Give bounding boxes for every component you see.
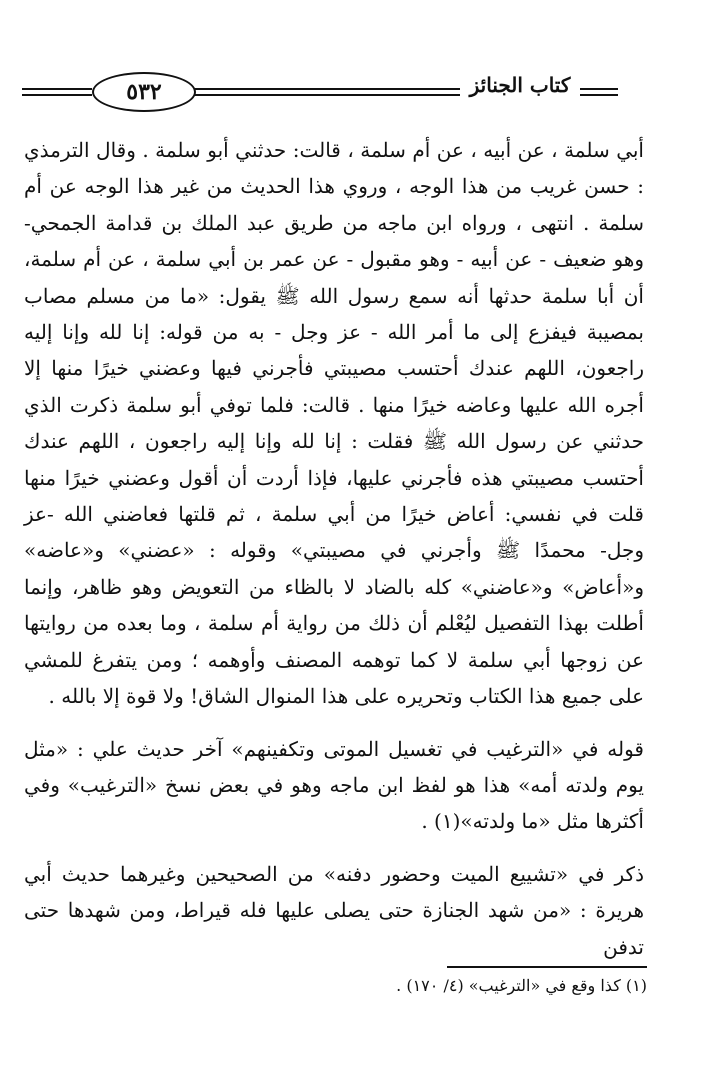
header-rule-right [580, 88, 618, 96]
paragraph: ذكر في «تشييع الميت وحضور دفنه» من الصحيحين وغيرهما حديث أبي هريرة : «من شهد الجنازة حتى يصلى عليها فله قيراط، ومن شهدها حتى تدفن [24, 861, 644, 959]
page-header [20, 68, 683, 116]
page-number: ٥٣٢ [92, 72, 196, 112]
paragraph: أبي سلمة ، عن أبيه ، عن أم سلمة ، قالت: حدثني أبو سلمة . وقال الترمذي : حسن غريب من هذا الوجه ، وروي هذا الحديث من غير هذا الوجه عن أم سلمة . انتهى ، ورواه ابن ماجه من طريق عبد الملك بن قدامة الجمحي- وهو ضعيف - عن أبيه - وهو مقبول - عن عمر بن أبي سلمة ، عن أم سلمة، أن أبا سلمة حدثها أنه سمع رسول الله ﷺ يقول: «ما من مسلم مصاب بمصيبة فيفزع إلى ما أمر الله - عز وجل - به من قوله: إنا لله وإنا إليه راجعون، اللهم عندك أحتسب مصيبتي فأجرني فيها وعضني خيرًا منها إلا أجره الله عليها وعاضه خيرًا منها . قالت: فلما توفي أبو سلمة ذكرت الذي حدثني عن رسول الله ﷺ فقلت : إنا لله وإنا إليه راجعون ، اللهم عندك أحتسب مصيبتي هذه فأجرني عليها، فإذا أردت أن أقول وعضني خيرًا منها قلت في نفسي: أعاض خيرًا من أبي سلمة ، ثم قلتها فعاضني الله -عز وجل- محمدًا ﷺ وأجرني في مصيبتي» وقوله : «عضني» و«عاضه» و«أعاض» و«عاضني» كله بالضاد لا بالظاء من التعويض وهو ظاهر، وإنما أطلت بهذا التفصيل ليُعْلم أن ذلك من رواية أم سلمة ، وما بعده من روايتها عن زوجها أبي سلمة لا كما توهمه المصنف وأوهمه ؛ ومن يتفرغ للمشي على جميع هذا الكتاب وتحريره على هذا المنوال الشاق! ولا قوة إلا بالله . [24, 138, 645, 709]
footnote: (١) كذا وقع في «الترغيب» (٤/ ١٧٠) . [396, 976, 647, 995]
book-title: كتاب الجنائز [469, 73, 571, 97]
body-text [24, 132, 644, 965]
paragraph: قوله في «الترغيب في تغسيل الموتى وتكفينهم» آخر حديث علي : «مثل يوم ولدته أمه» هذا هو لفظ ابن ماجه وهو في بعض نسخ «الترغيب» وفي أكثرها مثل «ما ولدته»(١) . [24, 736, 644, 834]
footnote-divider [447, 966, 647, 968]
header-rule-left [22, 88, 92, 96]
header-rule-middle [195, 88, 460, 96]
